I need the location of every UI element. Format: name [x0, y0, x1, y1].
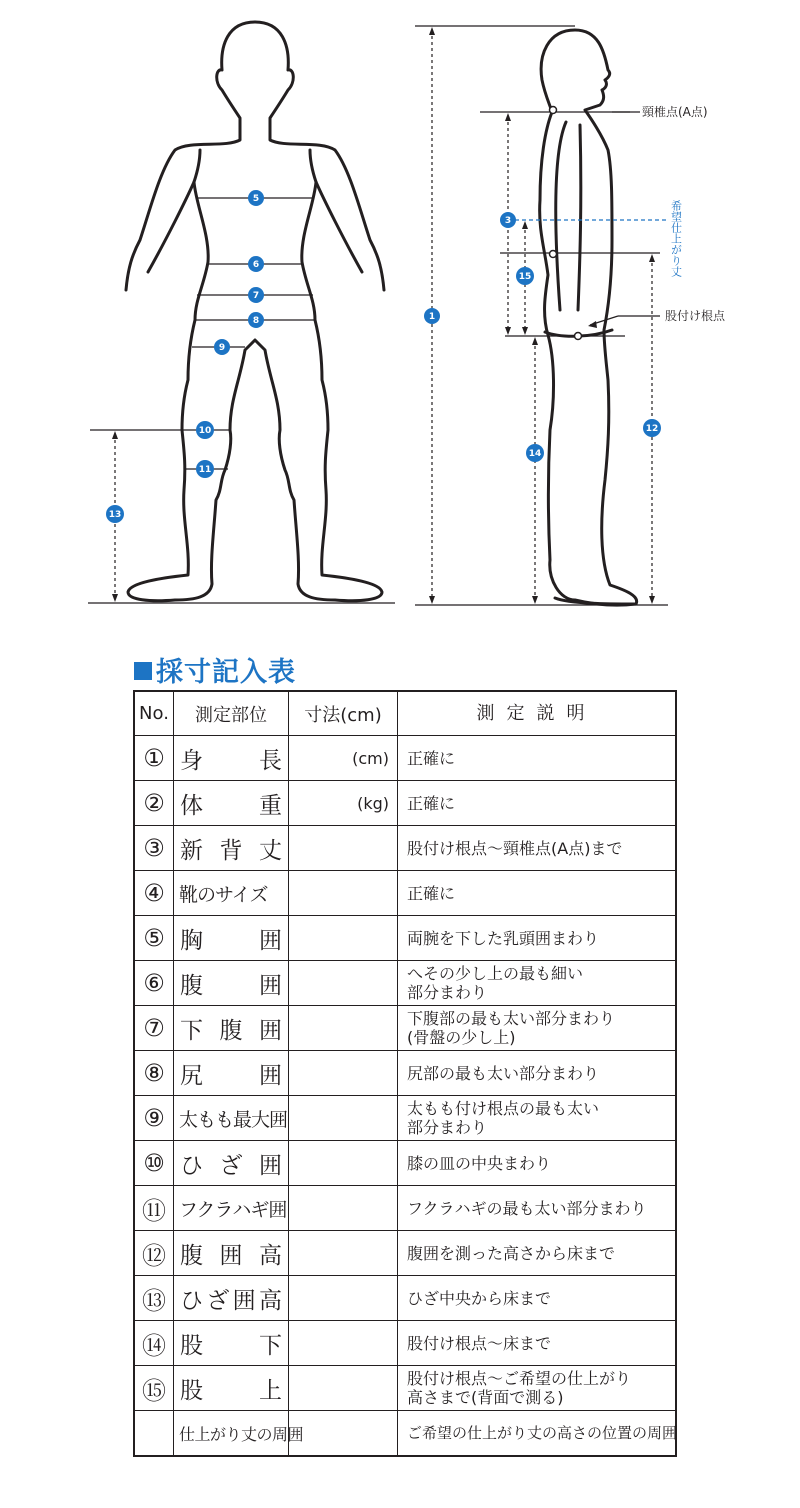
part-char: 背 [219, 837, 243, 864]
row-number: ⑨ [134, 1096, 174, 1141]
part-char: 仕上がり丈の周囲 [179, 1424, 304, 1444]
description-line: 部分まわり [407, 983, 488, 1002]
measurement-part [174, 1051, 289, 1096]
measurement-part [174, 1186, 289, 1231]
description-line: 正確に [407, 883, 456, 903]
row-number: ⑤ [134, 916, 174, 961]
svg-text:14: 14 [528, 449, 542, 459]
svg-text:7: 7 [252, 291, 260, 301]
section-title-text: 採寸記入表 [156, 657, 296, 688]
front-measure-lines [88, 198, 395, 603]
description-line: 高さまで(背面で測る) [407, 1388, 564, 1407]
description-line: 正確に [407, 748, 456, 768]
row-number: ⑮ [134, 1366, 174, 1411]
badge-15 [516, 267, 534, 285]
measurement-description [398, 1051, 677, 1096]
measurement-part [174, 1276, 289, 1321]
part-char: 下 [259, 1332, 282, 1359]
landmark-points [550, 107, 582, 340]
badge-6 [248, 256, 264, 272]
part-char: 靴のサイズ [179, 883, 268, 906]
measurement-value-input[interactable] [289, 1411, 398, 1457]
measurement-description [398, 1096, 677, 1141]
measurement-value-input[interactable] [289, 961, 398, 1006]
front-body-figure [126, 22, 384, 601]
description-line: 下腹部の最も太い部分まわり [407, 1009, 616, 1028]
measurement-description [398, 781, 677, 826]
table-row [134, 1006, 676, 1051]
svg-text:11: 11 [198, 465, 212, 475]
row-number: ⑧ [134, 1051, 174, 1096]
side-body-figure [540, 30, 637, 605]
measurement-part [174, 1141, 289, 1186]
measurement-value-input[interactable] [289, 1366, 398, 1411]
measurement-part [174, 1006, 289, 1051]
part-char: 下 [180, 1017, 203, 1044]
description-line: フクラハギの最も太い部分まわり [407, 1198, 647, 1218]
part-char: 胸 [180, 927, 203, 954]
badge-1 [424, 308, 440, 324]
description-line: (骨盤の少し上) [407, 1028, 516, 1047]
table-body [134, 736, 676, 1457]
row-number: ⑬ [134, 1276, 174, 1321]
badge-13 [106, 505, 124, 523]
measurement-description [398, 916, 677, 961]
part-char: 囲 [259, 1152, 282, 1179]
part-char: 太もも最大囲 [179, 1108, 288, 1131]
svg-text:10: 10 [198, 426, 212, 436]
row-number: ⑦ [134, 1006, 174, 1051]
badge-9 [214, 339, 230, 355]
svg-text:6: 6 [252, 260, 260, 270]
header-part: 測定部位 [174, 691, 289, 736]
measurement-part [174, 1096, 289, 1141]
row-number [134, 1411, 174, 1457]
table-row [134, 736, 676, 781]
measurement-description [398, 961, 677, 1006]
part-char: 股 [180, 1377, 203, 1404]
row-number: ⑥ [134, 961, 174, 1006]
svg-text:15: 15 [518, 272, 532, 282]
part-char: 囲 [232, 1287, 256, 1314]
description-line: 太もも付け根点の最も太い [407, 1099, 600, 1118]
row-number: ② [134, 781, 174, 826]
measurement-part [174, 1231, 289, 1276]
part-char: 腹 [219, 1017, 243, 1044]
description-line: 股付け根点～頸椎点(A点)まで [407, 838, 623, 858]
measurement-part [174, 781, 289, 826]
measurement-value-input[interactable] [289, 1096, 398, 1141]
part-char: 股 [180, 1332, 203, 1359]
measurement-value-input[interactable] [289, 1051, 398, 1096]
description-line: 部分まわり [407, 1118, 488, 1137]
table-row [134, 1276, 676, 1321]
badge-7 [248, 287, 264, 303]
row-number: ⑭ [134, 1321, 174, 1366]
measurement-part [174, 736, 289, 781]
table-row [134, 1051, 676, 1096]
measurement-part [174, 961, 289, 1006]
table-row [134, 961, 676, 1006]
badge-11 [196, 460, 214, 478]
measurement-description [398, 1366, 677, 1411]
measurement-description [398, 1276, 677, 1321]
part-char: 上 [259, 1377, 282, 1404]
neck-point-label: 頸椎点(A点) [642, 105, 708, 119]
title-square-icon [134, 662, 152, 680]
badge-8 [248, 312, 264, 328]
part-char: 高 [258, 1287, 282, 1314]
row-number: ⑩ [134, 1141, 174, 1186]
preferred-length-label: 希望仕上がり丈 [669, 200, 683, 277]
measurement-value-input[interactable] [289, 871, 398, 916]
table-header-row [134, 691, 676, 736]
side-measure-lines [415, 26, 668, 605]
part-char: 囲 [259, 1017, 282, 1044]
measurement-part [174, 1321, 289, 1366]
part-char: フクラハギ囲 [179, 1198, 287, 1221]
section-title [134, 650, 296, 689]
badge-12 [643, 419, 661, 437]
table-row [134, 1096, 676, 1141]
table-row [134, 1321, 676, 1366]
table-row [134, 781, 676, 826]
part-char: 身 [180, 747, 203, 774]
measurement-part [174, 1366, 289, 1411]
svg-text:5: 5 [252, 194, 260, 204]
measurement-value-input[interactable] [289, 826, 398, 871]
part-char: ざ [206, 1287, 230, 1314]
part-char: 高 [259, 1242, 282, 1269]
row-number: ① [134, 736, 174, 781]
measurement-description [398, 1186, 677, 1231]
description-line: 尻部の最も太い部分まわり [407, 1063, 600, 1083]
measurement-part [174, 871, 289, 916]
table-row [134, 1141, 676, 1186]
part-char: 腹 [180, 972, 203, 999]
part-char: ひ [180, 1152, 203, 1179]
measurement-table [133, 690, 677, 1457]
part-char: 囲 [219, 1242, 243, 1269]
part-char: ざ [219, 1152, 243, 1179]
measurement-description [398, 736, 677, 781]
table-row [134, 1411, 676, 1457]
badge-3 [500, 212, 516, 228]
description-line: 両腕を下した乳頭囲まわり [407, 928, 600, 948]
measurement-description [398, 1411, 677, 1457]
measurement-part [174, 916, 289, 961]
description-line: 股付け根点～床まで [407, 1333, 552, 1353]
measurement-value-input[interactable] [289, 1006, 398, 1051]
measurement-value-input[interactable]: (kg) [289, 781, 398, 826]
crotch-root-label: 股付け根点 [665, 309, 726, 323]
measurement-description [398, 1141, 677, 1186]
description-line: ひざ中央から床まで [407, 1288, 552, 1308]
row-number: ④ [134, 871, 174, 916]
part-char: 新 [180, 837, 203, 864]
table-row [134, 826, 676, 871]
measurement-description [398, 871, 677, 916]
svg-text:1: 1 [428, 312, 436, 322]
measurement-value-input[interactable] [289, 1141, 398, 1186]
row-number: ⑪ [134, 1186, 174, 1231]
description-line: 膝の皿の中央まわり [407, 1153, 552, 1173]
badge-14 [526, 444, 544, 462]
header-no: No. [134, 691, 174, 736]
table-row [134, 916, 676, 961]
measurement-description [398, 1006, 677, 1051]
description-line: ご希望の仕上がり丈の高さの位置の周囲 [407, 1423, 678, 1442]
table-row [134, 1231, 676, 1276]
svg-text:13: 13 [108, 510, 122, 520]
header-description: 測定説明 [398, 691, 677, 736]
part-char: 体 [180, 792, 203, 819]
description-line: 腹囲を測った高さから床まで [407, 1243, 616, 1263]
badge-5 [248, 190, 264, 206]
measurement-value-input[interactable] [289, 1186, 398, 1231]
measurement-description [398, 1321, 677, 1366]
part-char: 腹 [180, 1242, 203, 1269]
svg-text:8: 8 [252, 316, 260, 326]
table-row [134, 871, 676, 916]
description-line: 股付け根点～ご希望の仕上がり [407, 1369, 632, 1388]
measurement-value-input[interactable]: (cm) [289, 736, 398, 781]
measurement-description [398, 1231, 677, 1276]
measurement-value-input[interactable] [289, 1321, 398, 1366]
svg-text:9: 9 [218, 343, 226, 353]
part-char: 重 [259, 792, 282, 819]
part-char: 囲 [259, 927, 282, 954]
row-number: ⑫ [134, 1231, 174, 1276]
part-char: 尻 [180, 1062, 203, 1089]
description-line: へその少し上の最も細い [407, 964, 584, 983]
measurement-value-input[interactable] [289, 1276, 398, 1321]
header-value: 寸法(cm) [289, 691, 398, 736]
svg-text:12: 12 [645, 424, 659, 434]
svg-text:3: 3 [504, 216, 512, 226]
table-row [134, 1366, 676, 1411]
measurement-part [174, 1411, 304, 1457]
description-line: 正確に [407, 793, 456, 813]
part-char: 囲 [259, 972, 282, 999]
body-measurement-diagram [0, 0, 800, 640]
measurement-part [174, 826, 289, 871]
part-char: ひ [180, 1287, 203, 1314]
part-char: 丈 [259, 837, 282, 864]
part-char: 長 [259, 747, 282, 774]
table-row [134, 1186, 676, 1231]
row-number: ③ [134, 826, 174, 871]
part-char: 囲 [259, 1062, 282, 1089]
badge-10 [196, 421, 214, 439]
measurement-value-input[interactable] [289, 1231, 398, 1276]
measurement-description [398, 826, 677, 871]
measurement-value-input[interactable] [289, 916, 398, 961]
